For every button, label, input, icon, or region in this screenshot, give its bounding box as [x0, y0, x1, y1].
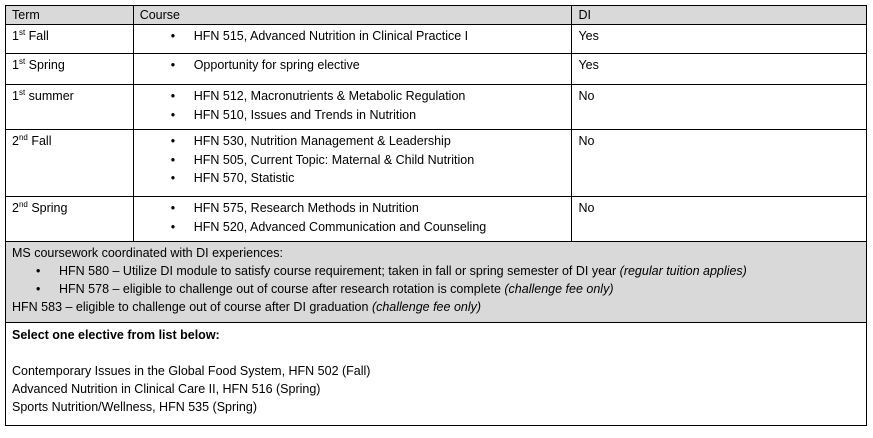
term-number: 1	[12, 29, 19, 43]
course-name: HFN 570, Statistic	[193, 171, 295, 185]
term-cell	[6, 54, 134, 85]
course-cell	[133, 85, 572, 130]
electives-heading: Select one elective from list below:	[12, 328, 220, 342]
term-ordinal-suffix: st	[18, 27, 26, 37]
term-season: Fall	[27, 134, 52, 148]
bullet-icon: •	[170, 107, 176, 122]
notes-item	[36, 280, 860, 298]
term-number: 2	[12, 134, 19, 148]
bullet-icon: •	[36, 264, 41, 278]
di-cell: Yes	[572, 54, 867, 85]
term-number: 2	[12, 201, 19, 215]
course-cell	[133, 197, 572, 242]
course-item	[171, 27, 566, 46]
bullet-icon: •	[170, 201, 176, 215]
course-list	[140, 56, 566, 75]
notes-item	[36, 262, 860, 280]
notes-item-text: HFN 580 – Utilize DI module to satisfy course requirement; taken in fall or spring semester of DI year	[59, 264, 620, 278]
header-di: DI	[572, 6, 867, 25]
course-item	[171, 56, 566, 75]
course-cell	[133, 54, 572, 85]
course-name: HFN 512, Macronutrients & Metabolic Regulation	[193, 89, 466, 103]
term-cell	[6, 130, 134, 197]
notes-list	[12, 262, 860, 298]
bullet-icon: •	[170, 171, 176, 185]
term-number: 1	[12, 89, 19, 103]
course-item	[171, 132, 566, 151]
electives-list	[12, 362, 860, 416]
course-list	[140, 87, 566, 124]
di-cell: No	[572, 85, 867, 130]
course-item	[171, 106, 566, 125]
term-ordinal-suffix: nd	[18, 132, 28, 142]
bullet-icon: •	[170, 29, 176, 43]
term-season: Spring	[25, 58, 65, 72]
course-name: HFN 520, Advanced Communication and Counseling	[193, 219, 487, 234]
electives-row	[6, 323, 867, 426]
term-cell	[6, 197, 134, 242]
table-row	[6, 25, 867, 54]
bullet-icon: •	[36, 282, 41, 296]
bullet-icon: •	[170, 89, 176, 103]
course-item	[171, 218, 566, 237]
notes-footer-text: HFN 583 – eligible to challenge out of course after DI graduation	[12, 300, 372, 314]
di-cell: No	[572, 197, 867, 242]
table-row	[6, 130, 867, 197]
course-name: HFN 575, Research Methods in Nutrition	[193, 201, 419, 215]
term-ordinal-suffix: st	[18, 87, 26, 97]
table-row	[6, 85, 867, 130]
term-season: Spring	[27, 201, 68, 215]
header-term: Term	[6, 6, 134, 25]
term-season: summer	[25, 89, 74, 103]
term-season: Fall	[25, 29, 49, 43]
notes-row	[6, 242, 867, 323]
notes-footer	[12, 298, 860, 316]
course-item	[171, 169, 566, 188]
elective-item: Advanced Nutrition in Clinical Care II, HFN 516 (Spring)	[12, 382, 321, 396]
term-cell	[6, 25, 134, 54]
course-cell	[133, 130, 572, 197]
elective-item: Contemporary Issues in the Global Food System, HFN 502 (Fall)	[12, 364, 371, 378]
term-number: 1	[12, 58, 19, 72]
course-cell	[133, 25, 572, 54]
term-cell	[6, 85, 134, 130]
notes-intro: MS coursework coordinated with DI experiences:	[12, 246, 283, 260]
course-item	[171, 199, 566, 218]
bullet-icon: •	[170, 219, 176, 234]
di-cell: Yes	[572, 25, 867, 54]
header-course: Course	[133, 6, 572, 25]
course-item	[171, 87, 566, 106]
di-cell: No	[572, 130, 867, 197]
bullet-icon: •	[170, 134, 176, 148]
elective-item: Sports Nutrition/Wellness, HFN 535 (Spring)	[12, 400, 257, 414]
course-list	[140, 132, 566, 188]
course-name: HFN 530, Nutrition Management & Leadership	[193, 134, 451, 148]
course-list	[140, 199, 566, 236]
course-list	[140, 27, 566, 46]
course-name: Opportunity for spring elective	[193, 58, 360, 72]
course-name: HFN 510, Issues and Trends in Nutrition	[193, 107, 417, 122]
term-ordinal-suffix: st	[18, 56, 26, 66]
table-row	[6, 54, 867, 85]
course-name: HFN 505, Current Topic: Maternal & Child Nutrition	[193, 152, 475, 167]
electives-cell	[6, 323, 867, 426]
notes-cell	[6, 242, 867, 323]
course-name: HFN 515, Advanced Nutrition in Clinical Practice I	[193, 29, 469, 43]
bullet-icon: •	[170, 58, 176, 72]
bullet-icon: •	[170, 152, 176, 167]
program-schedule-table	[5, 5, 867, 426]
term-ordinal-suffix: nd	[18, 199, 28, 209]
notes-item-text: HFN 578 – eligible to challenge out of course after research rotation is complete	[59, 282, 505, 296]
course-item	[171, 151, 566, 170]
table-row	[6, 197, 867, 242]
notes-item-emphasis: (challenge fee only)	[504, 282, 614, 296]
notes-item-emphasis: (regular tuition applies)	[619, 264, 747, 278]
notes-footer-emphasis: (challenge fee only)	[371, 300, 482, 314]
header-row	[6, 6, 867, 25]
